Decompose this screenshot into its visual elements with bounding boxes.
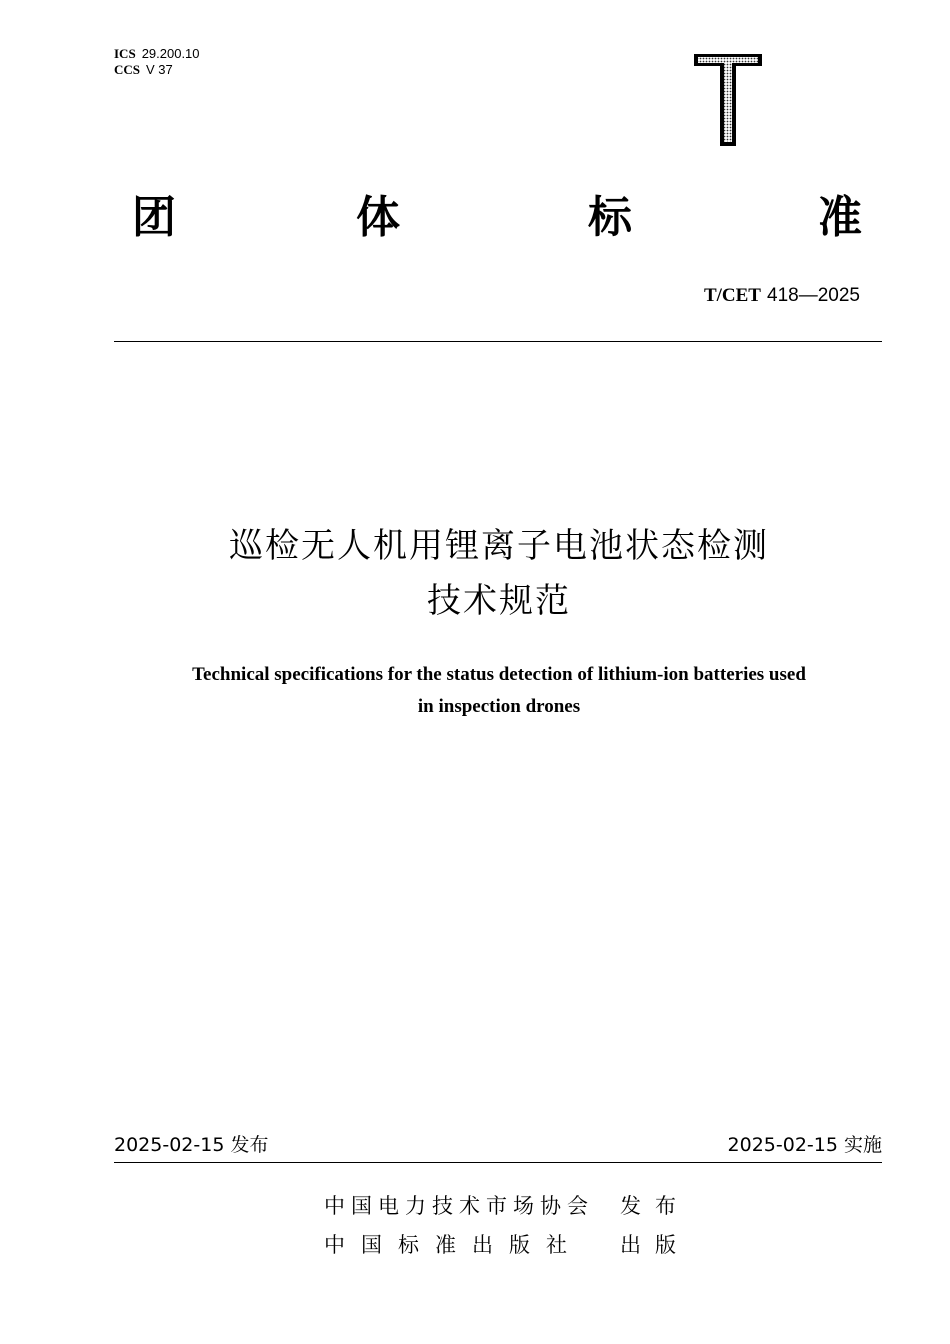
classification-codes: [114, 46, 200, 78]
publisher-1-name: 中国电力技术市场协会: [324, 1194, 594, 1218]
ics-code: ICS 29.200.10: [114, 46, 200, 61]
category-char-4: 准: [818, 192, 862, 243]
title-en-line-2: in inspection drones: [417, 696, 581, 717]
issue-date: 2025-02-15 发布: [114, 1134, 269, 1156]
category-char-3: 标: [588, 192, 632, 243]
publisher-1-action: 发布: [620, 1194, 690, 1218]
footer-divider: [114, 1162, 882, 1163]
implement-date: 2025-02-15 实施: [727, 1134, 882, 1156]
standard-number: T/CET 418—2025: [703, 285, 860, 306]
category-char-1: 团: [132, 192, 176, 243]
header-divider: [114, 341, 882, 342]
title-en-line-1: Technical specifications for the status detection of lithium-ion batteries used: [192, 664, 806, 685]
title-cn-line-2: 技术规范: [427, 581, 571, 621]
publisher-2-name: 中国标准出版社: [324, 1233, 583, 1257]
t-standard-logo-icon: [690, 54, 766, 150]
ccs-code: CCS V 37: [114, 62, 173, 77]
publisher-2-action: 出版: [620, 1233, 690, 1257]
category-char-2: 体: [356, 192, 400, 243]
title-cn-line-1: 巡检无人机用锂离子电池状态检测: [229, 526, 769, 566]
